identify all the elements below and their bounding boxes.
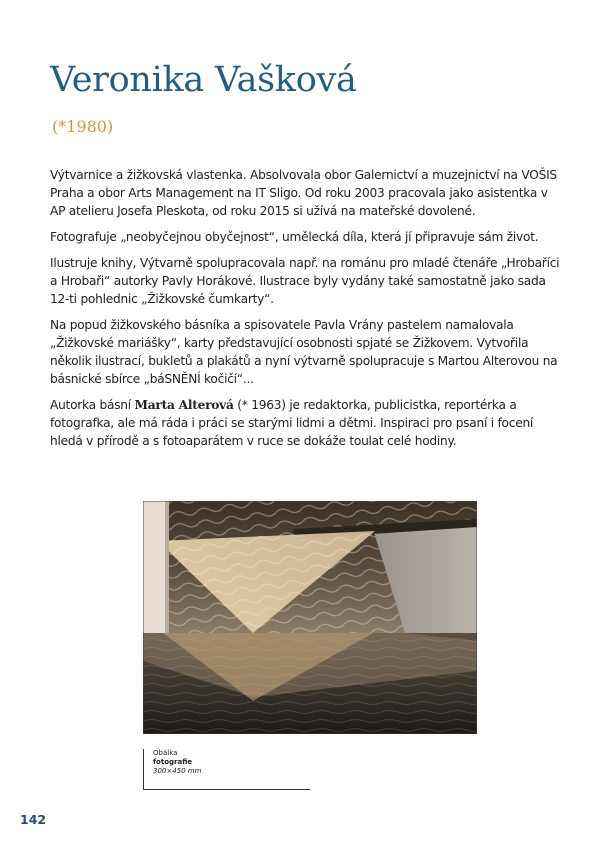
page-number: 142 bbox=[20, 812, 47, 827]
bio-paragraph-5 bbox=[50, 396, 562, 450]
author-name-heading: Veronika Vašková bbox=[50, 60, 357, 100]
biography-text bbox=[50, 166, 562, 458]
caption-title: Obálka bbox=[153, 749, 178, 757]
bio-paragraph-2: Fotografuje „neobyčejnou obyčejnost“, umělecká díla, která jí připravuje sám život. bbox=[50, 230, 539, 244]
bio-paragraph-3: Ilustruje knihy, Výtvarně spolupracovala např. na románu pro mladé čtenáře „Hrobaříci a Hrobaři“ autorky Pavly Horákové. Ilustrace byly vydány také samostatně jako sada 12-ti pohlednic „Žižkovské čumkarty“. bbox=[50, 256, 560, 306]
cover-photograph bbox=[143, 501, 477, 734]
co-author-name: Marta Alterová bbox=[134, 398, 234, 412]
figure-caption bbox=[143, 749, 310, 790]
bio-paragraph-1: Výtvarnice a žižkovská vlastenka. Absolvovala obor Galernictví a muzejnictví na VOŠIS Praha a obor Arts Management na IT Sligo. Od roku 2003 pracovala jako asistentka v AP atelieru Josefa Pleskota, od roku 2015 si užívá na mateřské dovolené. bbox=[50, 168, 557, 218]
caption-type: fotografie bbox=[153, 758, 193, 766]
bio-paragraph-5-prefix: Autorka básní bbox=[50, 398, 135, 412]
bio-paragraph-5-rest: (* 1963) je redaktorka, publicistka, reportérka a fotografka, ale má ráda i práci se starými lidmi a dětmi. Inspiraci pro psaní i focení hledá v přírodě a s fotoaparátem v ruce se dokáže toulat celé hodiny. bbox=[50, 398, 534, 448]
caption-dimensions: 300×450 mm bbox=[153, 767, 202, 775]
bio-paragraph-4: Na popud žižkovského básníka a spisovatele Pavla Vrány pastelem namalovala „Žižkovské mariášky“, karty představující osobnosti spjaté se Žižkovem. Vytvořila několik ilustrací, bukletů a plakátů a nyní výtvarně spolupracuje s Martou Alterovou na básnické sbírce „báSNĚNÍ kočičí“... bbox=[50, 318, 558, 386]
author-birth-year: (*1980) bbox=[52, 117, 114, 136]
